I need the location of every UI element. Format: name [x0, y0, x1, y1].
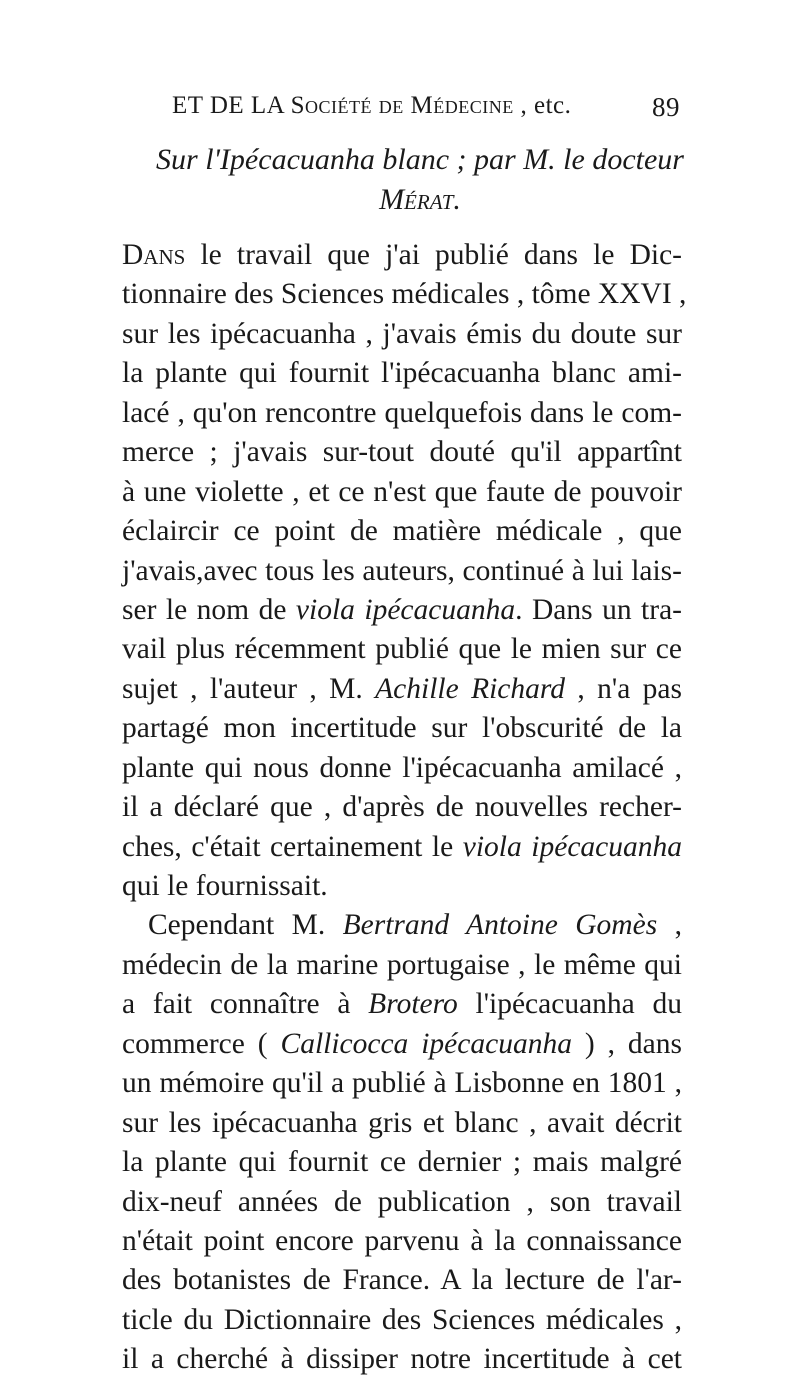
text-line	[122, 1222, 682, 1261]
text-segment: merce ; j'avais sur-tout douté qu'il appartînt	[122, 436, 682, 469]
text-line	[122, 946, 682, 985]
text-segment: partagé mon incertitude sur l'obscurité de la	[122, 712, 682, 745]
italic-term: Achille Richard	[375, 672, 566, 705]
running-head-prefix: ET DE LA	[172, 92, 291, 119]
body-text	[122, 236, 687, 1380]
text-line	[122, 354, 682, 393]
text-line	[122, 630, 682, 669]
text-segment: Cependant M.	[148, 909, 343, 942]
text-segment: . Dans un tra-	[515, 593, 682, 626]
text-line	[122, 315, 682, 354]
text-line	[122, 473, 682, 512]
text-line	[122, 1143, 682, 1182]
text-segment: il a cherché à dissiper notre incertitude à cet	[122, 1343, 682, 1376]
text-line	[122, 552, 682, 591]
running-head-society: Société de Médecine	[290, 92, 514, 119]
text-line	[122, 828, 682, 867]
text-line	[122, 1301, 682, 1340]
text-segment: la plante qui fournit ce dernier ; mais malgré	[122, 1146, 682, 1179]
text-segment: vail plus récemment publié que le mien sur ce	[122, 633, 682, 666]
text-segment: n'était point encore parvenu à la connaissance	[122, 1224, 682, 1257]
text-line	[122, 512, 682, 551]
text-segment: éclaircir ce point de matière médicale , que	[122, 515, 682, 548]
text-line	[122, 906, 682, 945]
text-segment: sur les ipécacuanha gris et blanc , avait décrit	[122, 1106, 682, 1139]
article-title-author: Mérat.	[379, 183, 461, 216]
text-line	[122, 1340, 682, 1379]
text-line	[122, 1064, 682, 1103]
text-segment: , n'a pas	[565, 672, 683, 705]
text-line	[122, 1025, 682, 1064]
text-line	[122, 1104, 682, 1143]
italic-term: Callicocca ipécacuanha	[280, 1027, 572, 1060]
text-segment: ches, c'était certainement le	[122, 830, 463, 863]
text-line	[122, 433, 682, 472]
text-line	[122, 749, 682, 788]
running-head-title	[172, 92, 571, 120]
text-segment: dix-neuf années de publication , son travail	[122, 1185, 682, 1218]
text-segment: ticle du Dictionnaire des Sciences médicales ,	[122, 1303, 682, 1336]
running-head-suffix: , etc.	[513, 92, 572, 119]
running-head	[160, 92, 680, 126]
text-line	[122, 275, 687, 314]
text-segment: ,	[657, 909, 682, 942]
text-segment: commerce (	[122, 1027, 281, 1060]
text-line	[122, 985, 682, 1024]
text-segment: des botanistes de France. A la lecture de l'ar-	[122, 1264, 682, 1297]
initial-word: Dans	[122, 239, 186, 271]
italic-term: Bertrand Antoine Gomès	[342, 909, 658, 942]
text-line	[122, 1183, 682, 1222]
text-segment: un mémoire qu'il a publié à Lisbonne en 1801 ,	[122, 1067, 682, 1100]
italic-term: viola ipécacuanha	[462, 830, 682, 863]
text-segment: il a déclaré que , d'après de nouvelles recher-	[122, 791, 682, 824]
page-number: 89	[652, 92, 680, 122]
article-title	[120, 140, 720, 220]
text-line	[122, 394, 682, 433]
text-line	[122, 591, 682, 630]
text-segment: plante qui nous donne l'ipécacuanha amilacé ,	[122, 751, 682, 784]
italic-term: Brotero	[368, 988, 458, 1021]
text-segment: sujet , l'auteur , M.	[122, 672, 376, 705]
text-segment: j'avais,avec tous les auteurs, continué à lui lais-	[122, 554, 682, 587]
text-segment: sur les ipécacuanha , j'avais émis du doute sur	[122, 317, 682, 350]
text-line	[122, 709, 682, 748]
text-line	[122, 670, 682, 709]
text-segment: médecin de la marine portugaise , le même qui	[122, 948, 682, 981]
text-segment: a fait connaître à	[122, 988, 369, 1021]
text-segment: tionnaire des Sciences médicales , tôme XXVI ,	[122, 278, 687, 311]
text-line	[122, 788, 682, 827]
text-segment: ser le nom de	[122, 593, 296, 626]
text-line	[122, 867, 682, 906]
text-line	[122, 236, 682, 275]
text-segment: à une violette , et ce n'est que faute de pouvoir	[122, 475, 682, 508]
text-segment: lacé , qu'on rencontre quelquefois dans le com-	[122, 396, 682, 429]
italic-term: viola ipécacuanha	[295, 593, 516, 626]
text-segment: qui le fournissait.	[122, 870, 328, 902]
text-segment: l'ipécacuanha du	[457, 988, 682, 1021]
text-segment: le travail que j'ai publié dans le Dic-	[185, 239, 682, 271]
text-segment: la plante qui fournit l'ipécacuanha blanc ami-	[122, 357, 682, 390]
text-line	[122, 1261, 682, 1300]
text-segment: ) , dans	[571, 1027, 682, 1060]
article-title-line-1: Sur l'Ipécacuanha blanc ; par M. le docteur	[156, 143, 684, 176]
